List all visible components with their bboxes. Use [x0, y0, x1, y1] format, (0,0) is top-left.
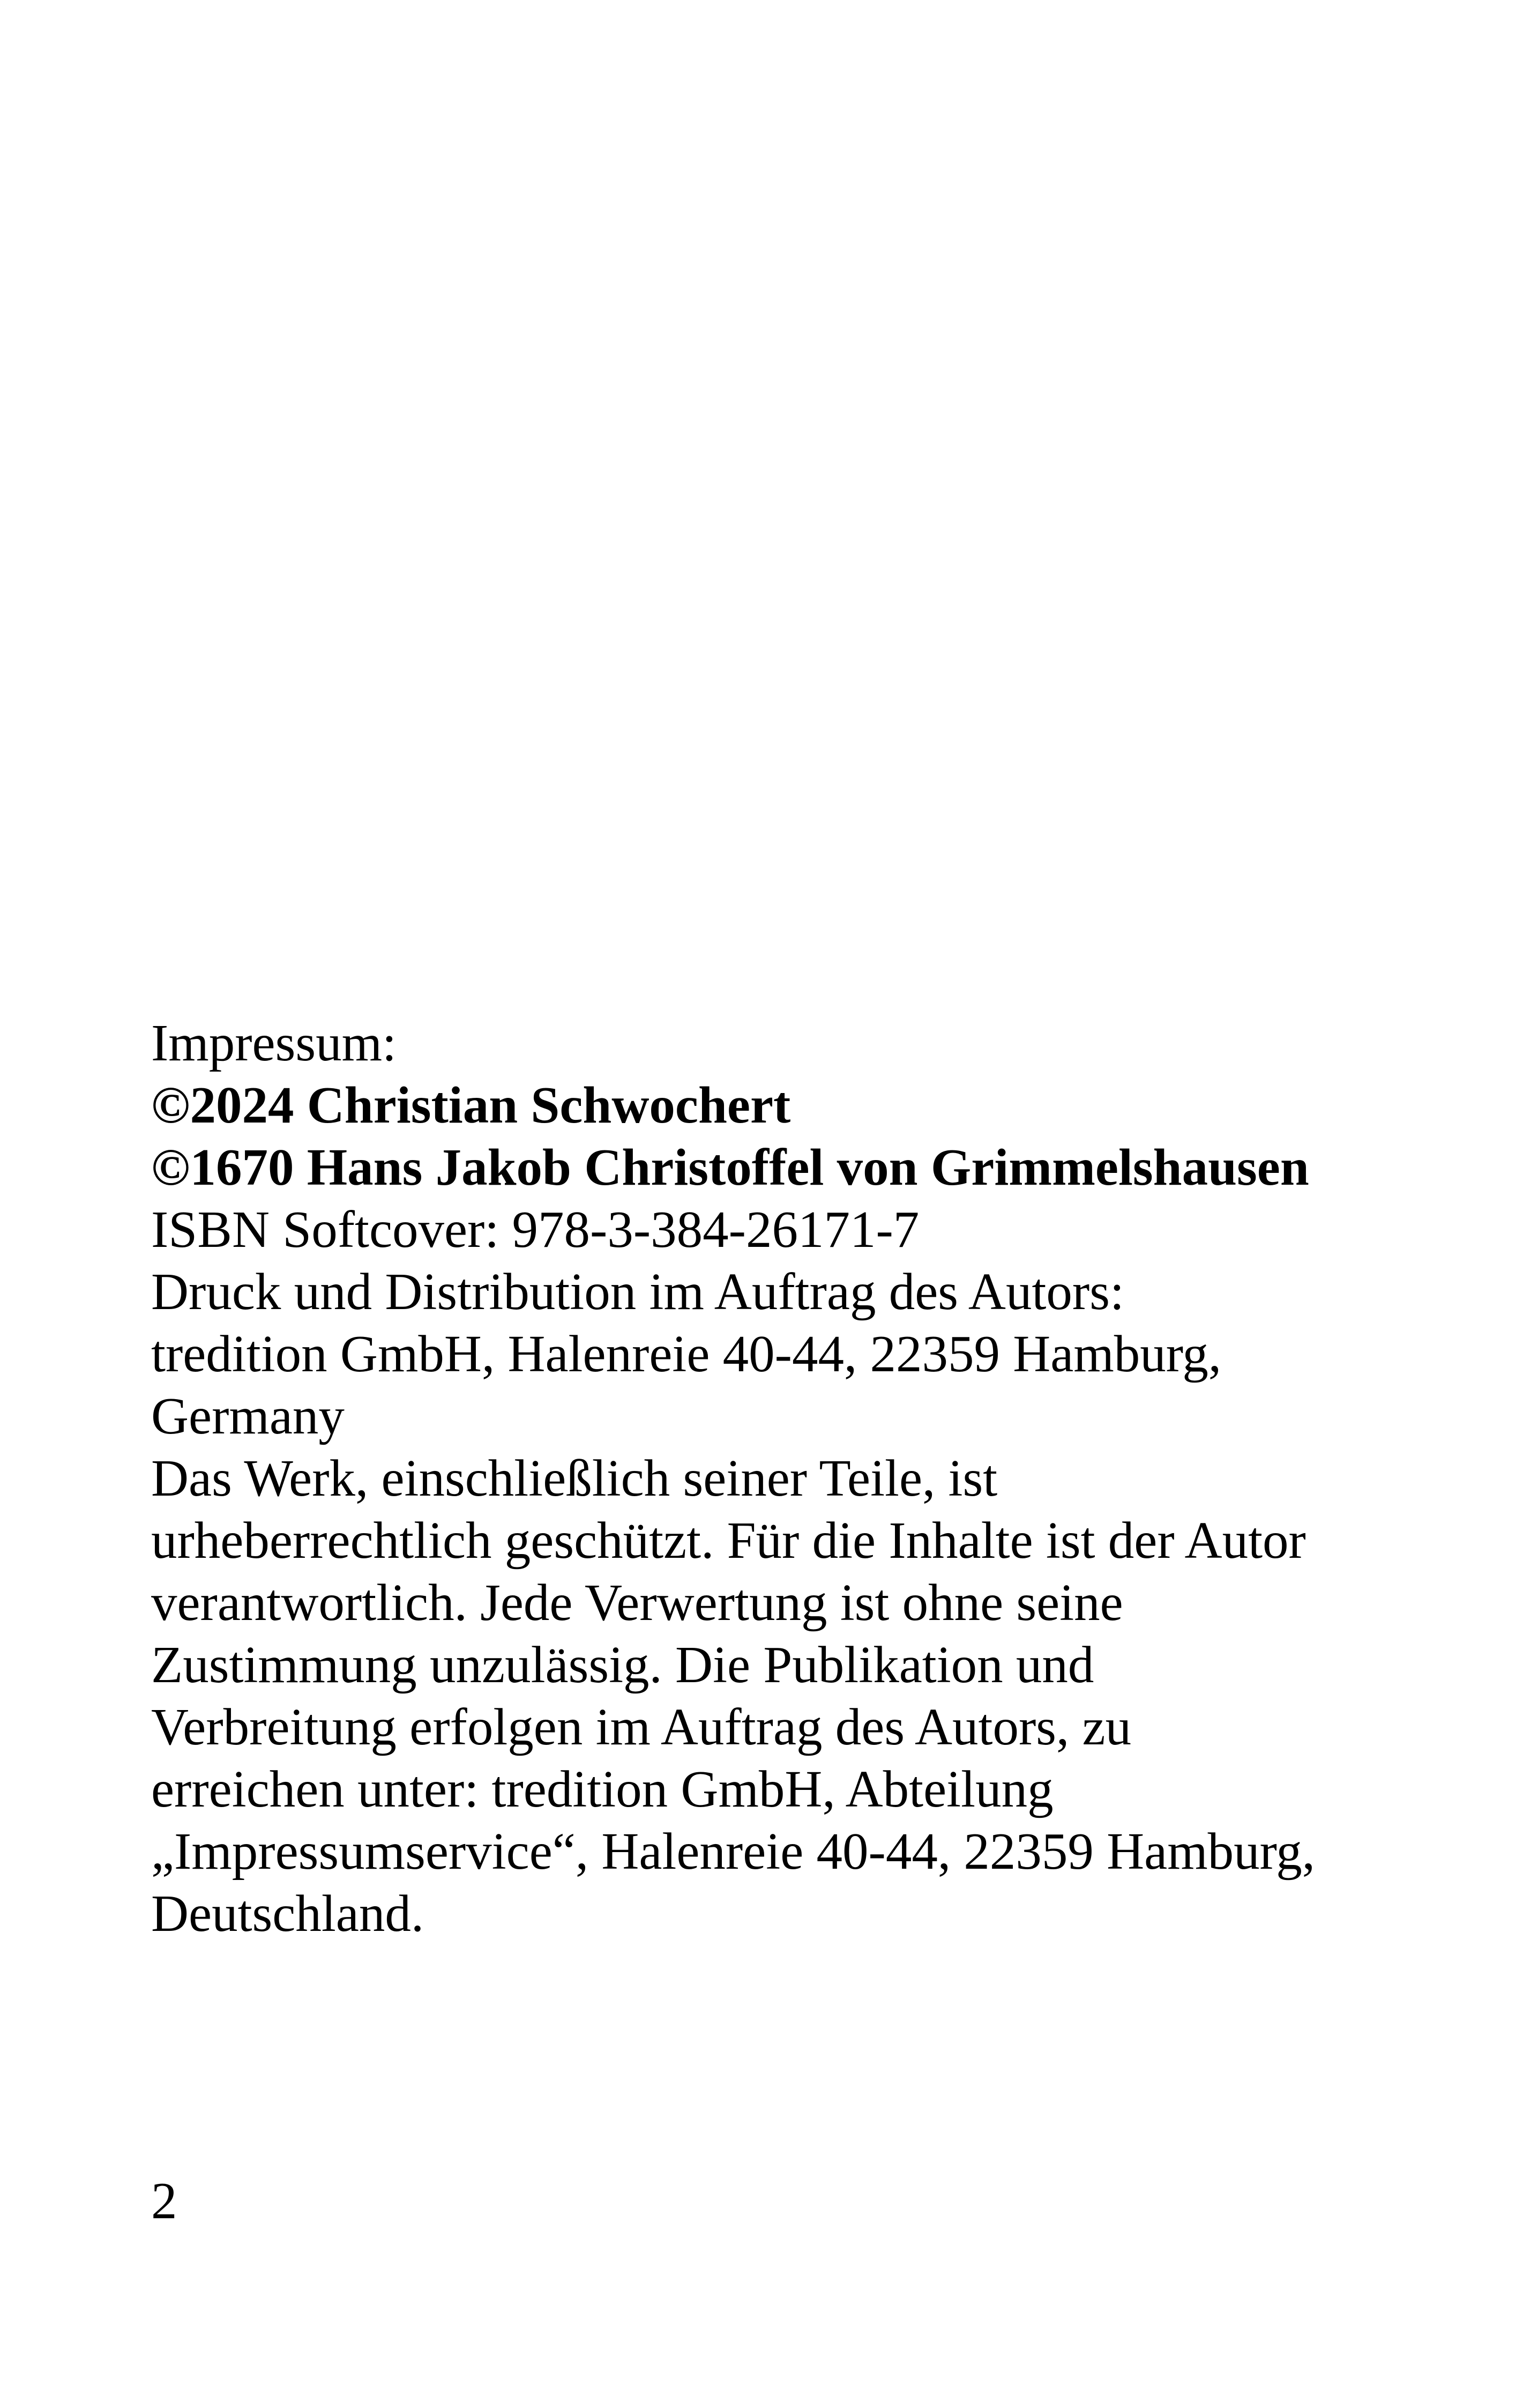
legal-notice-line: „Impressumservice“, Halenreie 40-44, 22359 Hamburg, — [151, 1823, 1315, 1880]
copyright-line: ©2024 Christian Schwochert — [151, 1076, 791, 1134]
imprint-block — [151, 1012, 1384, 1945]
page-number: 2 — [151, 2172, 177, 2229]
legal-notice-line: Das Werk, einschließlich seiner Teile, ist — [151, 1450, 998, 1507]
distribution-line: tredition GmbH, Halenreie 40-44, 22359 Hamburg, — [151, 1325, 1222, 1383]
legal-notice-line: erreichen unter: tredition GmbH, Abteilung — [151, 1760, 1054, 1818]
legal-notice-line: Deutschland. — [151, 1885, 424, 1942]
legal-notice-line: verantwortlich. Jede Verwertung ist ohne seine — [151, 1574, 1123, 1631]
isbn-line: ISBN Softcover: 978-3-384-26171-7 — [151, 1201, 920, 1258]
imprint-heading: Impressum: — [151, 1014, 397, 1072]
legal-notice-line: urheberrechtlich geschützt. Für die Inhalte ist der Autor — [151, 1512, 1306, 1569]
legal-notice-line: Verbreitung erfolgen im Auftrag des Autors, zu — [151, 1698, 1132, 1756]
copyright-line: ©1670 Hans Jakob Christoffel von Grimmelshausen — [151, 1139, 1309, 1196]
distribution-line: Druck und Distribution im Auftrag des Autors: — [151, 1263, 1124, 1320]
distribution-line: Germany — [151, 1387, 345, 1445]
legal-notice-line: Zustimmung unzulässig. Die Publikation und — [151, 1636, 1094, 1693]
